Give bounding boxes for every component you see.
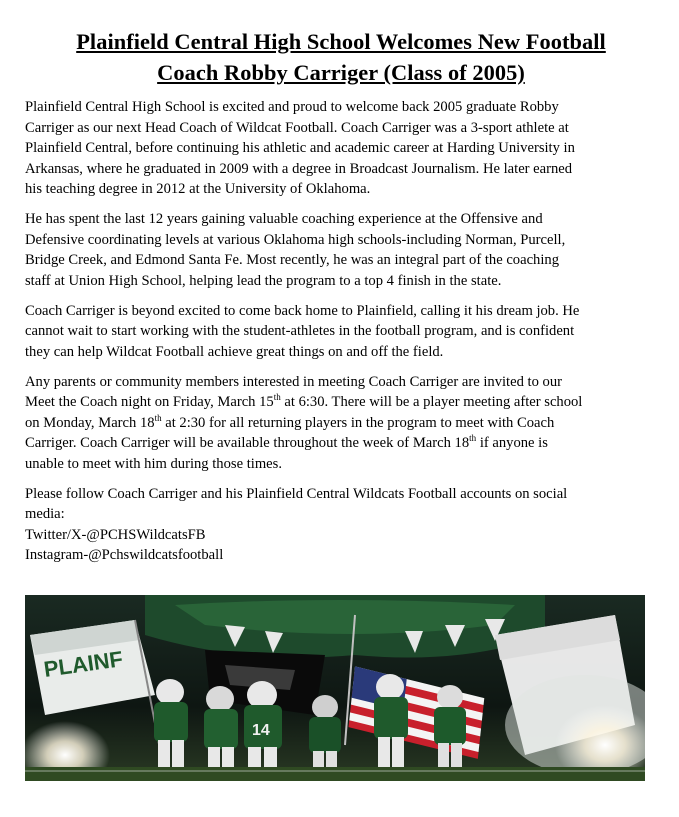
- headline-line-1: Plainfield Central High School Welcomes New Football: [76, 29, 606, 54]
- team-photo-illustration: [25, 595, 645, 781]
- field-turf: [25, 767, 645, 781]
- headline-line-2: Coach Robby Carriger (Class of 2005): [157, 60, 525, 85]
- headline: [25, 26, 657, 88]
- paragraph-dream-job: Coach Carriger is beyond excited to come back home to Plainfield, calling it his dream job. He cannot wait to start working with the student-athletes in the football program, and is confident they can help Wildcat Football achieve great things on and off the field.: [25, 302, 580, 360]
- team-photo: [25, 595, 645, 781]
- document: [25, 26, 657, 566]
- jersey-number: 14: [252, 722, 270, 739]
- twitter-handle: Twitter/X-@PCHSWildcatsFB: [25, 526, 206, 543]
- paragraph-social: Please follow Coach Carriger and his Plainfield Central Wildcats Football accounts on social media:: [25, 485, 568, 522]
- paragraph-experience: He has spent the last 12 years gaining valuable coaching experience at the Offensive and Defensive coordinating levels at various Oklahoma high schools-including Norman, Purcell, Bridge Creek, and Edmond Santa Fe. Most recently, he was an integral part of the coaching staff at Union High School, helping lead the program to a top 4 finish in the state.: [25, 211, 566, 289]
- banner-text: PLAINF: [42, 646, 125, 682]
- paragraph-intro: Plainfield Central High School is excited and proud to welcome back 2005 graduate Robby Carriger as our next Head Coach of Wildcat Football. Coach Carriger was a 3-sport athlete at Plainfield Central, before continuing his athletic and academic career at Harding University in Arkansas, where he graduated in 2009 with a degree in Broadcast Journalism. He later earned his teaching degree in 2012 at the University of Oklahoma.: [25, 99, 575, 197]
- instagram-handle: Instagram-@Pchswildcatsfootball: [25, 547, 224, 563]
- paragraph-meetings: Any parents or community members interested in meeting Coach Carriger are invited to our Meet the Coach night on Friday, March 15th at 6:30. There will be a player meeting after school on Monday, March 18th at 2:30 for all returning players in the program to meet with Coach Carriger. Coach Carriger will be available throughout the week of March 18th if anyone is unable to meet with him during those times.: [25, 373, 583, 472]
